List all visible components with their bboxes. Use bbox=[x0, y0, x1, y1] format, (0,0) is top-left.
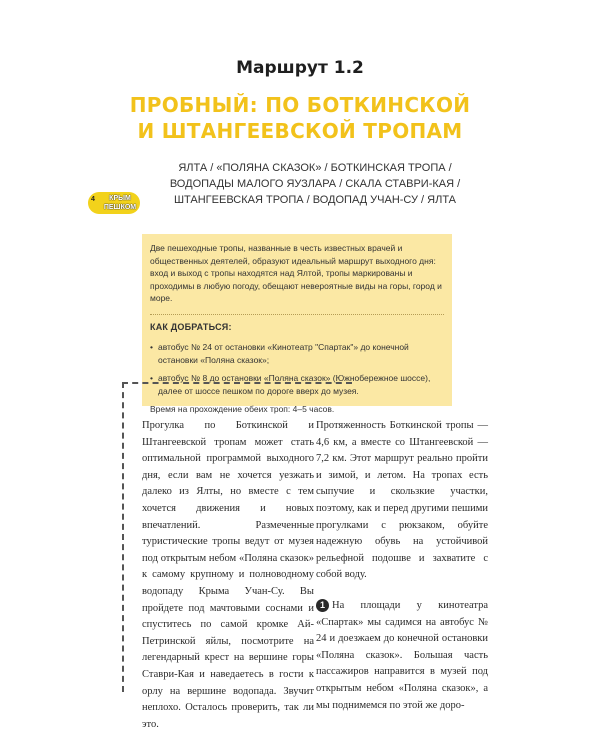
route-stops: ЯЛТА / «ПОЛЯНА СКАЗОК» / БОТКИНСКАЯ ТРОПА / ВОДОПАДЫ МАЛОГО ЯУЗЛАРА / СКАЛА СТАВРИ-КАЯ / ШТАНГЕЕВСКАЯ ТРОПА / ВОДОПАД УЧАН-СУ / ЯЛТА bbox=[169, 162, 461, 206]
transport-option: • автобус № 24 от остановки «Кинотеатр "Спартак"» до конечной остановки «Поляна сказок»; bbox=[150, 341, 444, 366]
route-title-line1: ПРОБНЫЙ: ПО БОТКИНСКОЙ bbox=[129, 93, 471, 117]
dashed-frame-top bbox=[122, 382, 352, 384]
body-paragraph: Протяженность Боткинской тропы — 4,6 км, а вместе со Штангеевской — 7,2 км. Этот маршрут реально пройти и зимой, и летом. На тропах есть сыпучие и скользкие участки, поэтому, как и перед другими пешими прогулками с рюкзаком, обуйте надежную обувь на устойчивой рельефной подошве и захватите с собой воду. bbox=[316, 420, 488, 581]
body-left-column bbox=[142, 418, 314, 733]
transport-options bbox=[150, 341, 444, 397]
brand-logo bbox=[102, 194, 138, 212]
transport-option: • автобус № 8 до остановки «Поляна сказок» (Южнобережное шоссе), далее от шоссе пешком по дороге вверх до музея. bbox=[150, 372, 444, 397]
info-intro: Две пешеходные тропы, названные в честь известных врачей и общественных деятелей, образуют идеальный маршрут выходного дня: вход и выход с тропы находятся над Ялтой, тропы маркированы и проходимы в любую погоду, обещают невероятные виды на горы, город и море. bbox=[150, 243, 442, 303]
dashed-frame-left bbox=[122, 382, 124, 692]
info-box bbox=[142, 234, 452, 414]
step-number-badge: 1 bbox=[316, 599, 329, 612]
step-text: На площади у кинотеатра «Спартак» мы садимся на автобус № 24 и доезжаем до конечной остановки «Поляна сказок». Большая часть пассажиров направится в музей под открытым небом «Поляна сказок», а мы поднимемся по этой же доро- bbox=[316, 599, 488, 711]
body-right-column bbox=[316, 418, 488, 714]
route-title-line2: И ШТАНГЕЕВСКОЙ ТРОПАМ bbox=[137, 119, 463, 143]
body-paragraph: Прогулка по Боткинской и Штангеевской тропам может стать оптимальной программой выходного дня, если вам не хочется уезжать далеко из Ялты, но вместе с тем хочется движения и новых впечатлений. Размеченные туристические тропы ведут от музея под открытым небом «Поляна сказок» к самому крупному и полноводному водопаду Крыма Учан-Су. Вы пройдете под мачтовыми соснами и спуститесь по самой кромке Ай-Петринской яйлы, посмотрите на легендарный крест на вершине горы Ставри-Кая и наведаетесь в гости к орлу на вершине водопада. Звучит неплохо. Осталось проверить, так ли это. bbox=[142, 420, 314, 730]
edge-tab bbox=[88, 192, 140, 214]
page-number: 4 bbox=[91, 196, 95, 203]
info-separator bbox=[150, 314, 444, 315]
route-title bbox=[0, 92, 600, 144]
body-paragraph-step bbox=[316, 598, 488, 714]
route-number: Маршрут 1.2 bbox=[236, 58, 364, 78]
time-note: Время на прохождение обеих троп: 4–5 часов. bbox=[150, 404, 335, 414]
brand-line2: ПЕШКОМ bbox=[103, 204, 137, 211]
brand-line1: КРЫМ bbox=[109, 195, 131, 202]
how-to-get-title: КАК ДОБРАТЬСЯ: bbox=[150, 321, 232, 332]
